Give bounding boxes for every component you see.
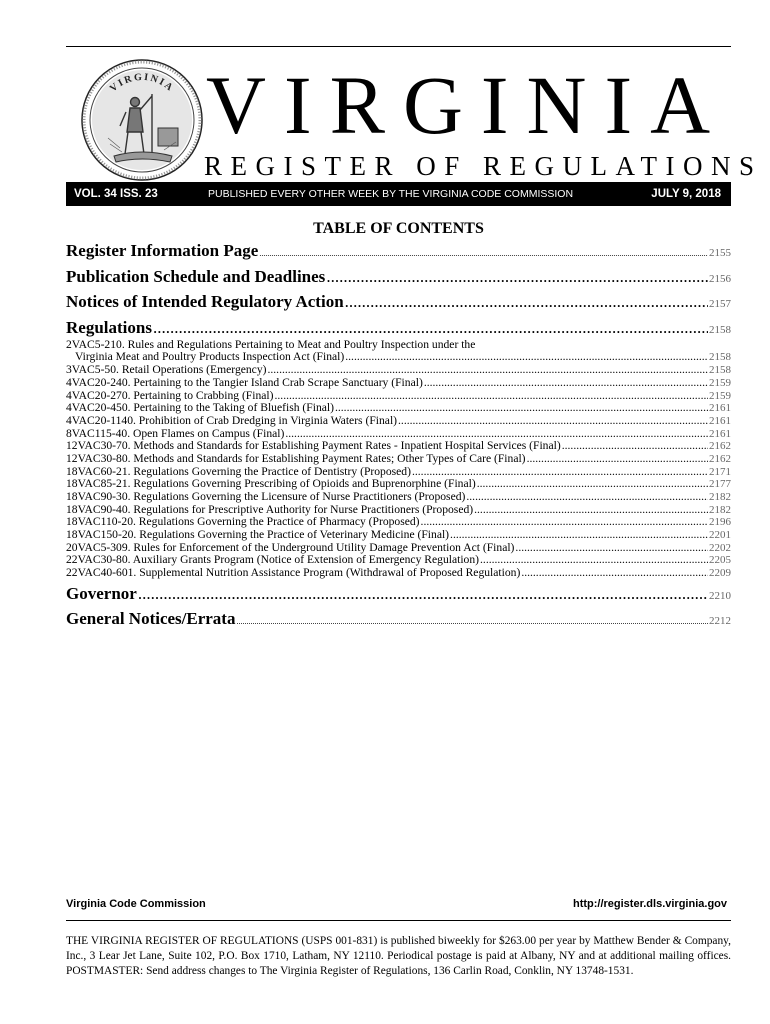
toc-entry[interactable] [66, 453, 731, 466]
regulation-entries [66, 339, 731, 580]
toc-entry-label: 22VAC40-601. Supplemental Nutrition Assistance Program (Withdrawal of Proposed Regulation) [66, 566, 521, 580]
toc-entry-label: 4VAC20-450. Pertaining to the Taking of Bluefish (Final) [66, 401, 334, 415]
toc-entry-label: 18VAC90-40. Regulations for Prescriptive Authority for Nurse Practitioners (Proposed) [66, 502, 474, 516]
issue-banner [66, 182, 731, 206]
toc-page-number: 2171 [709, 465, 731, 478]
toc-entry-label: Virginia Meat and Poultry Products Inspection Act (Final) [75, 350, 345, 364]
toc-section-label: Register Information Page [66, 241, 259, 260]
virginia-seal-icon [80, 58, 204, 182]
toc-entry[interactable] [66, 415, 731, 428]
dot-leader [515, 542, 708, 555]
toc-page-number: 2158 [709, 323, 731, 336]
toc-page-number: 2202 [709, 541, 731, 554]
toc-section-label: Governor [66, 583, 137, 603]
toc-page-number: 2161 [709, 427, 731, 440]
footer-publisher: Virginia Code Commission [66, 898, 206, 910]
masthead-subtitle: REGISTER OF REGULATIONS [204, 151, 763, 181]
dot-leader [421, 516, 708, 529]
toc-page-number: 2196 [709, 516, 731, 529]
dot-leader [466, 491, 708, 504]
footer-url-link[interactable]: http://register.dls.virginia.gov [572, 898, 727, 910]
dot-leader [450, 529, 708, 542]
toc-page-number: 2159 [709, 389, 731, 402]
toc-page-number: 2156 [709, 272, 731, 285]
toc-section-general-notices[interactable] [66, 608, 731, 630]
toc-section-notices-intended[interactable] [66, 291, 731, 313]
toc-entry-label: 22VAC30-80. Auxiliary Grants Program (Notice of Extension of Emergency Regulation) [66, 553, 480, 567]
dot-leader [527, 453, 708, 466]
toc-heading: TABLE OF CONTENTS [313, 220, 484, 237]
colophon: THE VIRGINIA REGISTER OF REGULATIONS (USPS 001-831) is published biweekly for $263.00 per year by Matthew Bender & Company, Inc., 3 Lear Jet Lane, Suite 102, P.O. Box 1710, Latham, NY 12110. Periodical postage is paid at Albany, NY and at additional mailing offices. POSTMASTER: Send address changes to The Virginia Register of Regulations, 136 Carlin Road, Conklin, NY 13748-1531. [66, 935, 731, 977]
toc-section-label: Publication Schedule and Deadlines [66, 266, 326, 286]
toc-entry-label: 18VAC90-30. Regulations Governing the Licensure of Nurse Practitioners (Proposed) [66, 490, 466, 504]
toc-entry-label: 18VAC60-21. Regulations Governing the Practice of Dentistry (Proposed) [66, 464, 411, 478]
toc-section-register-information[interactable] [66, 240, 731, 262]
toc-entry-label: 18VAC110-20. Regulations Governing the Practice of Pharmacy (Proposed) [66, 515, 420, 529]
toc-section-label: Regulations [66, 317, 152, 337]
dot-leader [275, 390, 709, 403]
dot-leader [326, 266, 708, 288]
toc-section-publication-schedule[interactable] [66, 266, 731, 288]
issue-date: JULY 9, 2018 [651, 188, 721, 200]
toc-entry-label: 12VAC30-70. Methods and Standards for Establishing Payment Rates - Inpatient Hospital Services (Final) [66, 439, 561, 453]
toc-entry[interactable] [66, 377, 731, 390]
dot-leader [345, 291, 708, 313]
dot-leader [521, 567, 708, 580]
toc-entry-label: 18VAC150-20. Regulations Governing the Practice of Veterinary Medicine (Final) [66, 528, 450, 542]
toc-page-number: 2210 [709, 589, 731, 602]
volume-issue: VOL. 34 ISS. 23 [74, 188, 158, 200]
toc-entry-label: 4VAC20-270. Pertaining to Crabbing (Final) [66, 388, 274, 402]
masthead-title: VIRGINIA [206, 59, 729, 151]
toc-entry-label: 4VAC20-240. Pertaining to the Tangier Island Crab Scrape Sanctuary (Final) [66, 375, 423, 389]
masthead [204, 59, 763, 181]
toc-entry-line: 2VAC5-210. Rules and Regulations Pertaining to Meat and Poultry Inspection under the [66, 337, 476, 351]
seal-text: VIRGINIA [107, 71, 177, 95]
toc-page-number: 2158 [709, 351, 731, 364]
dot-leader [474, 504, 708, 517]
toc-entry[interactable] [66, 402, 731, 415]
dot-leader [562, 440, 708, 453]
dot-leader [345, 351, 708, 364]
toc-section-regulations[interactable] [66, 317, 731, 339]
toc-page-number: 2182 [709, 503, 731, 516]
dot-leader [236, 611, 708, 633]
toc-page-number: 2212 [709, 615, 731, 628]
dot-leader [267, 364, 708, 377]
toc-page-number: 2177 [709, 478, 731, 491]
toc-page-number: 2161 [709, 402, 731, 415]
toc-section-label: General Notices/Errata [66, 609, 236, 629]
footer-rule [66, 920, 731, 921]
toc-page-number: 2182 [709, 491, 731, 504]
dot-leader [153, 317, 708, 339]
toc-page-number: 2201 [709, 529, 731, 542]
toc-page-number: 2205 [709, 554, 731, 567]
toc-page-number: 2158 [709, 364, 731, 377]
toc-entry-label: 20VAC5-309. Rules for Enforcement of the Underground Utility Damage Prevention Act (Final) [66, 540, 515, 554]
toc-page-number: 2157 [709, 298, 731, 311]
dot-leader [138, 583, 708, 605]
publisher-line: PUBLISHED EVERY OTHER WEEK BY THE VIRGINIA CODE COMMISSION [208, 188, 574, 200]
toc-entry[interactable] [66, 364, 731, 377]
toc-entry-label: 18VAC85-21. Regulations Governing Prescribing of Opioids and Buprenorphine (Final) [66, 477, 476, 491]
top-rule [66, 46, 731, 47]
dot-leader [398, 415, 708, 428]
dot-leader [424, 377, 708, 390]
toc-page-number: 2161 [709, 414, 731, 427]
dot-leader [477, 478, 708, 491]
toc-entry[interactable] [66, 491, 731, 504]
toc-section-label: Notices of Intended Regulatory Action [66, 292, 344, 312]
toc-page-number: 2159 [709, 376, 731, 389]
toc-entry-label: 12VAC30-80. Methods and Standards for Establishing Payment Rates; Other Types of Care (Final) [66, 451, 526, 465]
toc-entry-label: 3VAC5-50. Retail Operations (Emergency) [66, 363, 267, 377]
dot-leader [259, 243, 708, 265]
toc-entry[interactable] [66, 567, 731, 580]
table-of-contents [66, 240, 731, 634]
toc-page-number: 2162 [709, 452, 731, 465]
toc-section-governor[interactable] [66, 583, 731, 605]
toc-entry-label: 8VAC115-40. Open Flames on Campus (Final) [66, 426, 285, 440]
toc-page-number: 2209 [709, 567, 731, 580]
page-footer [66, 898, 731, 912]
toc-page-number: 2155 [709, 247, 731, 259]
toc-entry-label: 4VAC20-1140. Prohibition of Crab Dredging in Virginia Waters (Final) [66, 413, 398, 427]
toc-entry[interactable] [66, 529, 731, 542]
toc-page-number: 2162 [709, 440, 731, 453]
